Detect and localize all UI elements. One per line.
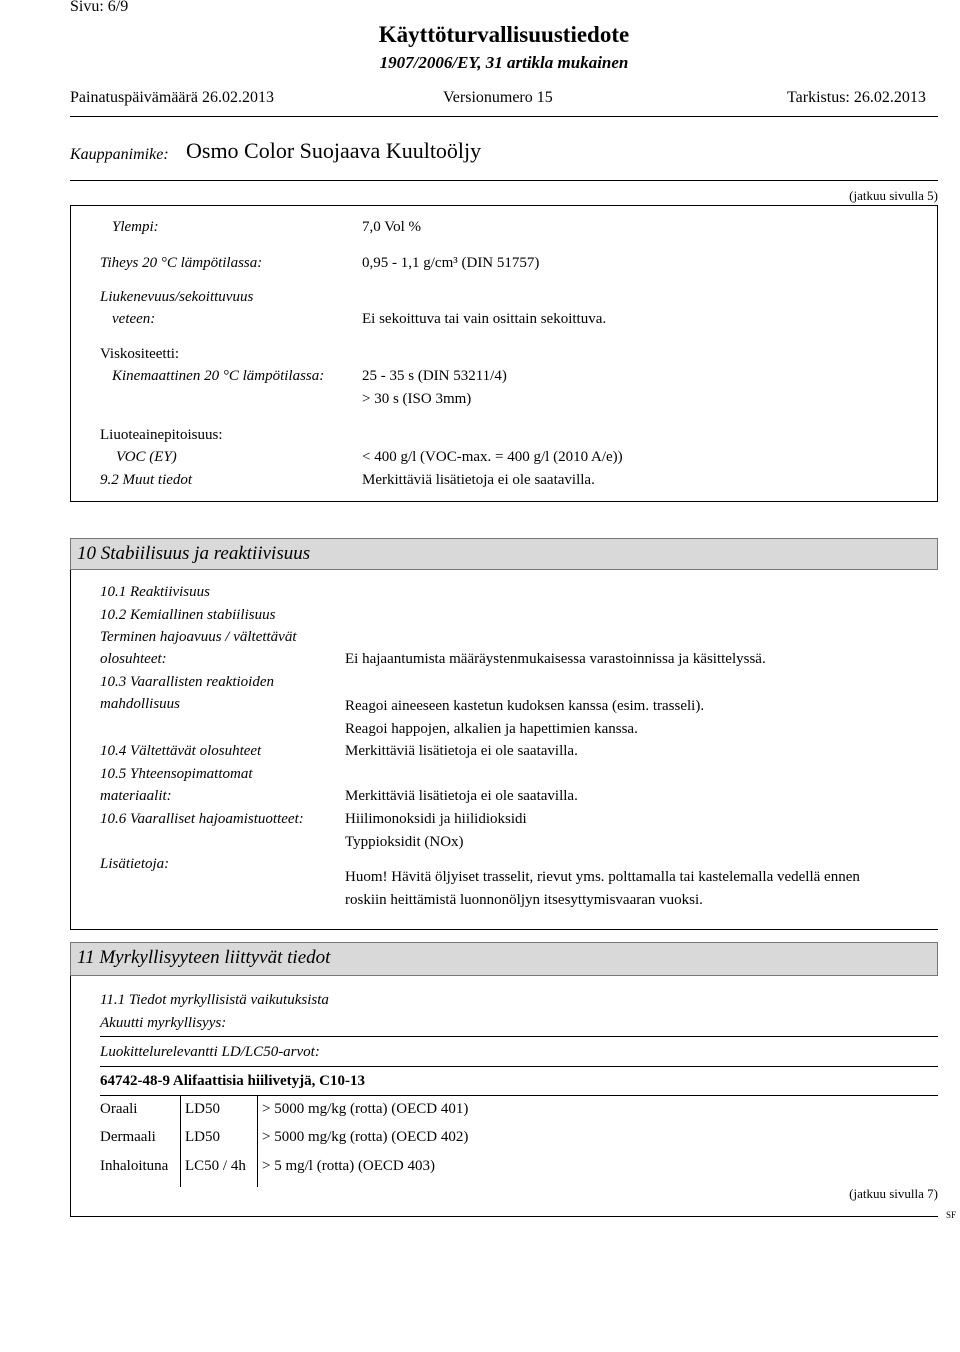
value-oral: > 5000 mg/kg (rotta) (OECD 401) xyxy=(262,1101,469,1117)
hazardous-reactions-label-1: 10.3 Vaarallisten reaktioiden xyxy=(100,674,275,690)
section11-left-border xyxy=(70,976,71,1216)
route-oral: Oraali xyxy=(100,1101,138,1117)
page-number: Sivu: 6/9 xyxy=(70,0,129,15)
decomposition-value-1: Hiilimonoksidi ja hiilidioksidi xyxy=(345,811,527,827)
document-subtitle: 1907/2006/EY, 31 artikla mukainen xyxy=(379,53,629,72)
header-divider-2 xyxy=(70,180,938,181)
ld-col-divider-2 xyxy=(257,1095,258,1187)
voc-label: VOC (EY) xyxy=(116,449,177,465)
other-info-value: Merkittäviä lisätietoja ei ole saatavilla. xyxy=(362,472,595,488)
incompatible-label-1: 10.5 Yhteensopimattomat xyxy=(100,766,253,782)
solubility-value: Ei sekoittuva tai vain osittain sekoittuva. xyxy=(362,311,607,327)
kinematic-value-2: > 30 s (ISO 3mm) xyxy=(362,391,472,407)
ld-col-divider-1 xyxy=(180,1095,181,1187)
language-code: SF xyxy=(945,1210,956,1220)
section10-heading-bar xyxy=(70,538,938,570)
decomposition-label: 10.6 Vaaralliset hajoamistuotteet: xyxy=(100,811,304,827)
route-dermal: Dermaali xyxy=(100,1129,156,1145)
voc-value: < 400 g/l (VOC-max. = 400 g/l (2010 A/e)) xyxy=(362,449,623,465)
continued-from: (jatkuu sivulla 5) xyxy=(849,188,938,203)
section11-title: 11 Myrkyllisyyteen liittyvät tiedot xyxy=(77,947,331,968)
additional-info-label: Lisätietoja: xyxy=(100,856,170,872)
thermal-label-1: Terminen hajoavuus / vältettävät xyxy=(100,629,297,645)
continued-to: (jatkuu sivulla 7) xyxy=(849,1186,938,1201)
document-title: Käyttöturvallisuustiedote xyxy=(378,22,630,47)
density-value: 0,95 - 1,1 g/cm³ (DIN 51757) xyxy=(362,255,540,271)
ld-table-top-rule xyxy=(100,1036,938,1037)
value-dermal: > 5000 mg/kg (rotta) (OECD 402) xyxy=(262,1129,469,1145)
additional-info-value-1: Huom! Hävitä öljyiset trasselit, rievut yms. polttamalla tai kastelemalla vedellä ennen xyxy=(345,869,860,885)
upper-limit-value: 7,0 Vol % xyxy=(362,219,422,235)
decomposition-value-2: Typpioksidit (NOx) xyxy=(345,834,464,850)
additional-info-value-2: roskiin heittämistä luonnonöljyn itsesyttymisvaaran vuoksi. xyxy=(345,892,703,908)
thermal-label-2: olosuhteet: xyxy=(100,651,167,667)
kinematic-value-1: 25 - 35 s (DIN 53211/4) xyxy=(362,368,507,384)
ld-table-mid-rule xyxy=(100,1066,938,1067)
route-inhalation: Inhaloituna xyxy=(100,1158,169,1174)
reactivity-label: 10.1 Reaktiivisuus xyxy=(100,584,210,600)
solubility-label-1: Liukenevuus/sekoittuvuus xyxy=(100,289,254,305)
type-oral: LD50 xyxy=(185,1101,220,1117)
section10-left-border xyxy=(70,570,71,930)
trade-name: Osmo Color Suojaava Kuultoöljy xyxy=(186,138,482,163)
hazardous-reactions-label-2: mahdollisuus xyxy=(100,696,181,712)
conditions-avoid-value: Merkittäviä lisätietoja ei ole saatavilla. xyxy=(345,743,578,759)
substance-name: 64742-48-9 Alifaattisia hiilivetyjä, C10-13 xyxy=(100,1073,365,1089)
type-dermal: LD50 xyxy=(185,1129,220,1145)
ld-table-rows-rule xyxy=(100,1095,938,1096)
acute-toxicity-label: Akuutti myrkyllisyys: xyxy=(100,1015,227,1031)
density-label: Tiheys 20 °C lämpötilassa: xyxy=(100,255,263,271)
hazardous-reactions-value-2: Reagoi happojen, alkalien ja hapettimien kanssa. xyxy=(345,721,638,737)
kinematic-label: Kinemaattinen 20 °C lämpötilassa: xyxy=(112,368,325,384)
viscosity-label: Viskositeetti: xyxy=(100,346,180,362)
section10-bottom-rule xyxy=(70,929,938,930)
hazardous-reactions-value-1: Reagoi aineeseen kastetun kudoksen kanssa (esim. trasseli). xyxy=(345,698,705,714)
section11-heading-bar xyxy=(70,942,938,976)
trade-name-label: Kauppanimike: xyxy=(70,146,169,163)
ld-values-label: Luokittelurelevantti LD/LC50-arvot: xyxy=(100,1044,320,1060)
section11-bottom-rule xyxy=(70,1216,938,1217)
other-info-label: 9.2 Muut tiedot xyxy=(100,472,193,488)
version-number: Versionumero 15 xyxy=(443,89,553,106)
value-inhalation: > 5 mg/l (rotta) (OECD 403) xyxy=(262,1158,436,1174)
review-date: Tarkistus: 26.02.2013 xyxy=(787,89,926,106)
stability-label: 10.2 Kemiallinen stabiilisuus xyxy=(100,607,276,623)
print-date: Painatuspäivämäärä 26.02.2013 xyxy=(70,89,274,106)
solubility-label-2: veteen: xyxy=(112,311,156,327)
incompatible-value: Merkittäviä lisätietoja ei ole saatavilla. xyxy=(345,788,578,804)
upper-limit-label: Ylempi: xyxy=(112,219,159,235)
conditions-avoid-label: 10.4 Vältettävät olosuhteet xyxy=(100,743,262,759)
incompatible-label-2: materiaalit: xyxy=(100,788,172,804)
thermal-value: Ei hajaantumista määräystenmukaisessa varastoinnissa ja käsittelyssä. xyxy=(345,651,766,667)
section10-title: 10 Stabiilisuus ja reaktiivisuus xyxy=(77,543,311,564)
header-divider-1 xyxy=(70,116,938,117)
toxicology-info-label: 11.1 Tiedot myrkyllisistä vaikutuksista xyxy=(100,992,329,1008)
solvent-label: Liuoteainepitoisuus: xyxy=(100,427,223,443)
type-inhalation: LC50 / 4h xyxy=(185,1158,246,1174)
